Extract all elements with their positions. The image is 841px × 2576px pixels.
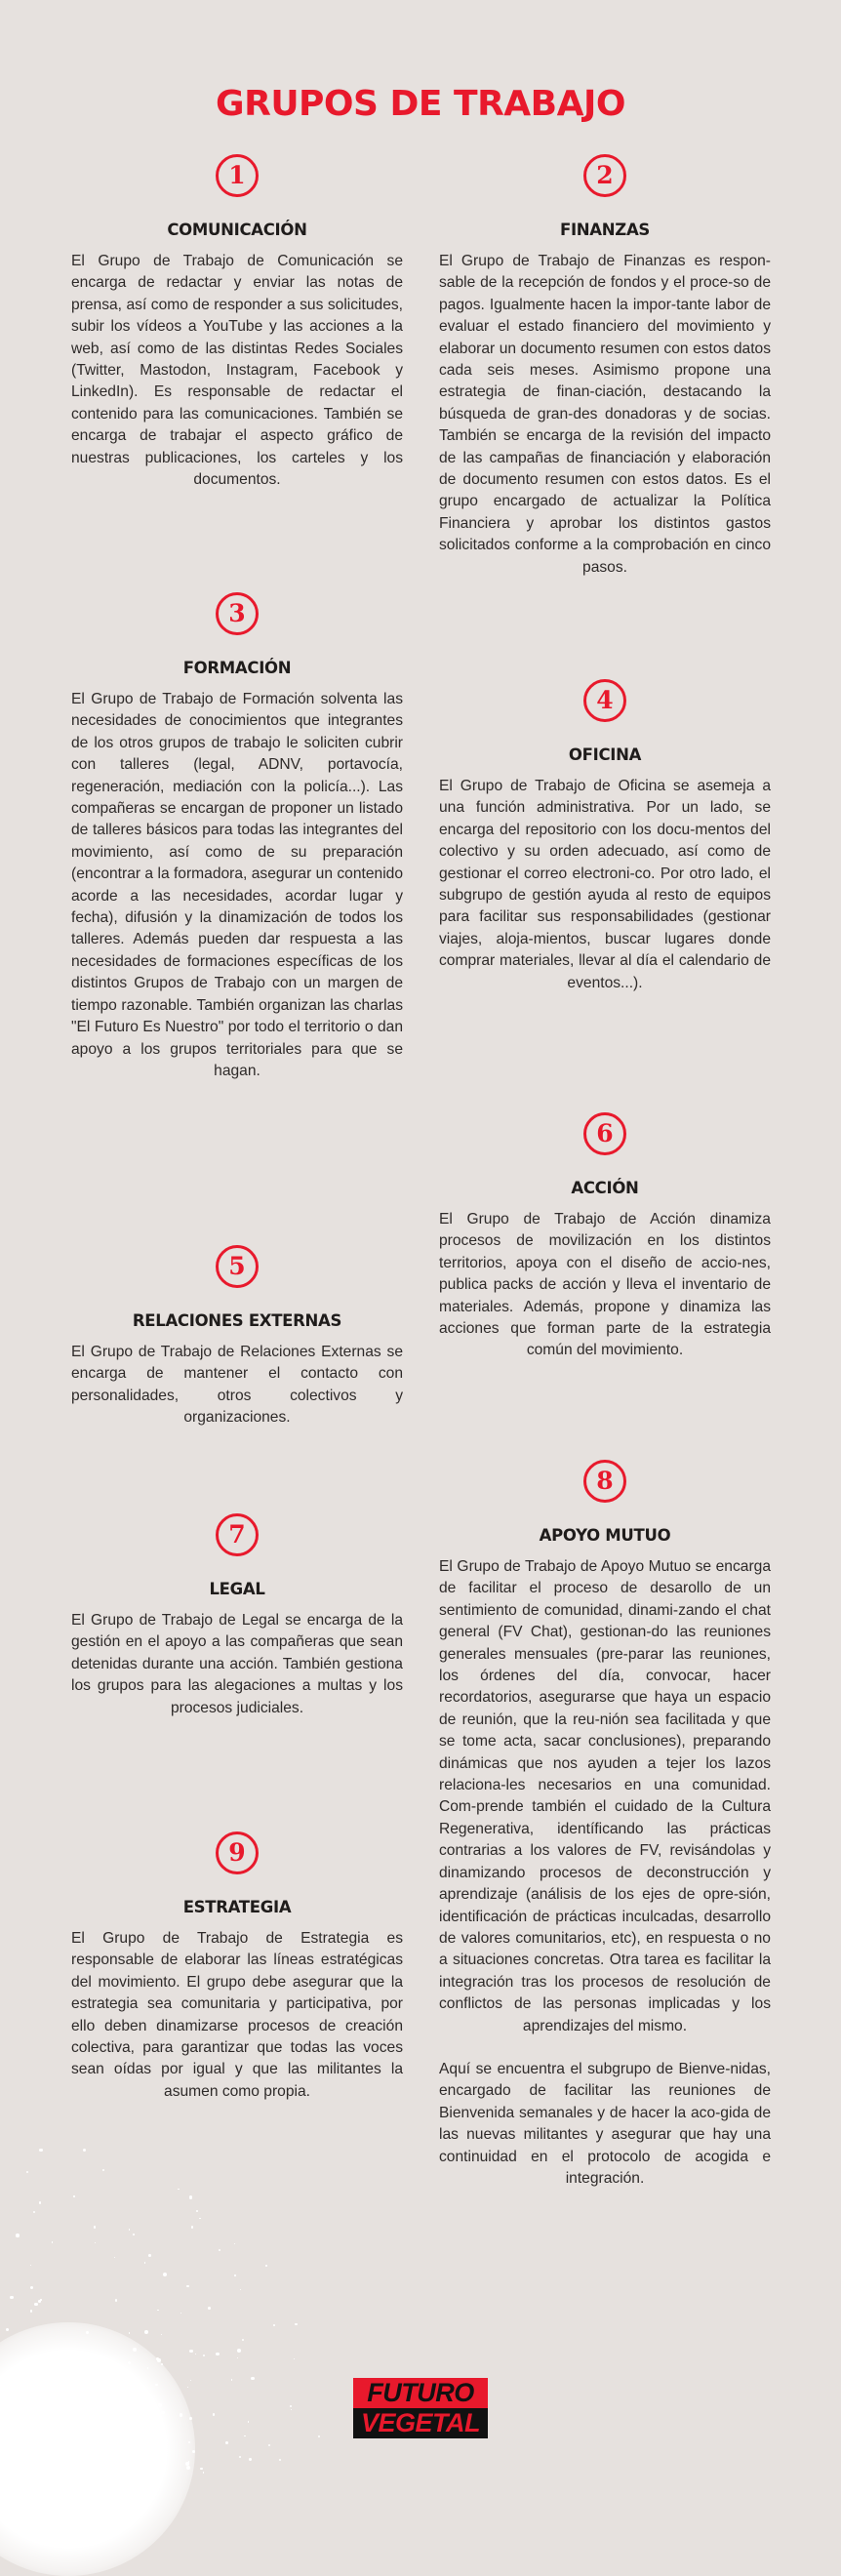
splatter-dot [240, 2289, 241, 2290]
splatter-dot [237, 2357, 238, 2358]
splatter-dot [161, 2411, 164, 2414]
splatter-dot [265, 2265, 267, 2267]
splatter-dot [115, 2299, 117, 2301]
number-badge-icon: 9 [216, 1831, 259, 1874]
group-heading: ESTRATEGIA [182, 1898, 292, 1916]
splatter-dot [30, 2310, 33, 2313]
splatter-dot [129, 2332, 130, 2333]
group-apoyo-mutuo [439, 1460, 771, 2205]
splatter-dot [186, 2466, 190, 2470]
group-comunicacion [71, 154, 403, 506]
splatter-dot [189, 2417, 192, 2420]
splatter-dot [180, 2313, 181, 2314]
splatter-dot [156, 2357, 159, 2360]
splatter-dot [112, 2432, 118, 2437]
splatter-dot [95, 2242, 96, 2243]
number-badge-icon: 6 [583, 1112, 626, 1155]
splatter-dot [26, 2171, 28, 2173]
group-legal [71, 1513, 403, 1735]
logo-line-1: FUTURO [353, 2378, 488, 2408]
logo-line-2: VEGETAL [353, 2408, 488, 2438]
splatter-dot [161, 2363, 163, 2365]
group-description: El Grupo de Trabajo de Formación solventa las necesidades de conocimientos que integrantes de los otros grupos de trabajo le soliciten cubrir con talleres (legal, ADNV, portavocía, regeneración, mediación con la policía...). Las compañeras se encargan de proponer un listado de talleres básicos para todas las integrantes del movimiento, así como de su preparación (encontrar a la formadora, asegurar un contenido acorde a las necesidades, acordar lugar y fecha), difusión y la dinamización de todos los talleres. Además pueden dar respuesta a las necesidades de formaciones específicas de los distintos Grupos de Trabajo con un margen de tiempo razonable. También organizan las charlas "El Futuro Es Nuestro" por todo el territorio o dan apoyo a los grupos territoriales para que se hagan. [71, 691, 403, 1079]
splatter-dot [94, 2226, 97, 2229]
splatter-dot [318, 2435, 320, 2437]
group-description-subgroup: Aquí se encuentra el subgrupo de Bienve-nidas, encargado de facilitar las reuniones de Bienvenida semanales y de hacer la aco-gida de las nuevas militantes y asegurar que hay una continuidad en el protocolo de acogida e integración. [439, 2060, 771, 2187]
splatter-dot [291, 2409, 292, 2410]
splatter-dot [186, 2285, 189, 2288]
splatter-dot [157, 2310, 158, 2311]
group-description: El Grupo de Trabajo de Comunicación se encarga de redactar y enviar las notas de prensa, así como de responder a sus solicitudes, subir los vídeos a YouTube y las acciones a la web, así como de las distintas Redes Sociales (Twitter, Mastodon, Instagram, Facebook y LinkedIn). Es responsable de redactar el contenido para las comunicaciones. También se encarga de trabajar el aspecto gráfico de nuestras publicaciones, los carteles y los documentos. [71, 253, 403, 489]
splatter-dot [114, 2257, 115, 2258]
splatter-dot [290, 2405, 292, 2407]
splatter-dot [52, 2241, 54, 2243]
splatter-dot [81, 2467, 85, 2471]
splatter-dot [200, 2468, 202, 2470]
splatter-dot [242, 2339, 244, 2341]
splatter-dot [75, 2449, 79, 2453]
paint-splatter-decoration [0, 2322, 195, 2576]
splatter-dot [6, 2328, 9, 2331]
group-heading: OFICINA [568, 745, 642, 764]
splatter-dot [161, 2334, 163, 2336]
splatter-dot [22, 2432, 26, 2435]
splatter-dot [141, 2488, 145, 2492]
splatter-dot [239, 2456, 241, 2458]
splatter-dot [248, 2421, 250, 2423]
splatter-dot [199, 2218, 200, 2219]
group-heading: LEGAL [209, 1580, 265, 1598]
group-description: El Grupo de Trabajo de Acción dinamiza procesos de movilización en los distintos territorios, apoya con el diseño de accio-nes, publica packs de acción y lleva el inventario de materiales. Además, propone y dinamiza las acciones que forman parte de la estrategia común del movimiento. [439, 1211, 771, 1359]
page-title: GRUPOS DE TRABAJO [216, 84, 625, 125]
splatter-dot [129, 2229, 131, 2231]
splatter-dot [163, 2273, 167, 2276]
splatter-dot [83, 2149, 86, 2152]
splatter-dot [295, 2323, 297, 2325]
splatter-dot [251, 2377, 255, 2381]
splatter-dot [33, 2211, 35, 2213]
futuro-vegetal-logo [353, 2378, 488, 2438]
splatter-dot [216, 2353, 219, 2355]
group-finanzas [439, 154, 771, 594]
group-heading: COMUNICACIÓN [167, 221, 307, 239]
number-badge-icon: 8 [583, 1460, 626, 1503]
splatter-dot [69, 2459, 73, 2463]
splatter-dot [73, 2195, 74, 2196]
splatter-dot [99, 2418, 103, 2423]
splatter-dot [39, 2201, 42, 2204]
splatter-dot [191, 2226, 193, 2228]
group-description: El Grupo de Trabajo de Legal se encarga de la gestión en el apoyo a las compañeras que sean detenidas durante una acción. También gestiona los grupos para las alegaciones a multas y los procesos judiciales. [71, 1612, 403, 1716]
number-badge-icon: 4 [583, 679, 626, 722]
splatter-dot [30, 2286, 33, 2289]
splatter-dot [100, 2405, 103, 2409]
splatter-dot [196, 2210, 198, 2212]
splatter-dot [158, 2403, 161, 2406]
group-description: El Grupo de Trabajo de Oficina se asemeja a una función administrativa. Por un lado, se encarga del repositorio con los docu-mentos del colectivo y su orden adecuado, así como de gestionar el correo electroni-co. Por otro lado, el subgrupo de gestión ayuda al resto de equipos para facilitar sus responsabilidades (gestionar viajes, aloja-mientos, buscar lugares donde comprar materiales, llevar al día el calendario de eventos...). [439, 778, 771, 991]
group-heading: FORMACIÓN [182, 659, 292, 677]
splatter-dot [20, 2429, 24, 2433]
splatter-dot [13, 2384, 18, 2389]
splatter-dot [189, 2350, 192, 2353]
splatter-dot [133, 2348, 137, 2352]
splatter-dot [133, 2234, 135, 2235]
splatter-dot [203, 2472, 205, 2474]
splatter-dot [273, 2324, 275, 2326]
group-heading: APOYO MUTUO [539, 1526, 671, 1545]
splatter-dot [231, 2379, 233, 2381]
group-heading: ACCIÓN [571, 1179, 639, 1197]
splatter-dot [39, 2149, 43, 2153]
group-accion [439, 1112, 771, 1377]
splatter-dot [190, 2380, 191, 2381]
group-description: El Grupo de Trabajo de Estrategia es responsable de elaborar las líneas estratégicas del movimiento. El grupo debe asegurar que la estrategia sea comunitaria y participativa, por ello deben dinamizarse procesos de creación colectiva, para garantizar que todas las voces sean oídas por igual y que las militantes la asumen como propia. [71, 1930, 403, 2100]
group-description: El Grupo de Trabajo de Finanzas es respon-sable de la recepción de fondos y el proce-so de pagos. Igualmente hacen la impor-tante labor de evaluar el estado financiero del movimiento y elaborar un documento resumen con estos datos cada seis meses. Asimismo propone una estrategia de finan-ciación, destacando la búsqueda de gran-des donadoras y de socias. También se encarga de la revisión del impacto de las campañas de financiación y elaboración de documento resumen con estos datos. Es el grupo encargado de actualizar la Política Financiera y aprobar los distintos gastos solicitados conforme a la comprobación en cinco pasos. [439, 253, 771, 576]
splatter-dot [208, 2307, 211, 2310]
splatter-dot [144, 2262, 146, 2264]
splatter-dot [244, 2435, 246, 2437]
group-description: El Grupo de Trabajo de Apoyo Mutuo se encarga de facilitar el proceso de desarollo de un sentimiento de comunidad, dinami-zando el chat general (FV Chat), gestionan-do las reuniones generales mensuales (pre-parar las reuniones, los órdenes del día, convocar, hacer recordatorios, asegurarse que haya un espacio de reunión, que la reu-nión sea facilitada y que se tome acta, sacar conclusiones), preparando dinámicas que nos ayuden a tejer los lazos relaciona-les necesarios en una comunidad. Com-prende también el cuidado de la Cultura Regenerativa, identíficando las prácticas contrarias a los valores de FV, revisándolas y dinamizando procesos de deconstrucción y aprendizaje (análisis de los ejes de opre-sión, identificación de prácticas inculcadas, desarrollo de valores comunitarios, etc), en respuesta o no a situaciones concretas. Otra tarea es facilitar la integración tras los procesos de resolución de conflictos de las personas implicadas y los aprendizajes del mismo. [439, 1558, 771, 2034]
splatter-dot [107, 2487, 113, 2493]
number-badge-icon: 3 [216, 592, 259, 635]
group-heading: FINANZAS [559, 221, 651, 239]
splatter-dot [79, 2461, 81, 2463]
splatter-dot [237, 2349, 241, 2353]
splatter-dot [30, 2265, 31, 2266]
splatter-dot [40, 2401, 46, 2407]
splatter-dot [225, 2441, 228, 2444]
splatter-dot [51, 2372, 54, 2375]
splatter-dot [34, 2303, 37, 2306]
splatter-dot [279, 2459, 281, 2461]
splatter-dot [187, 2387, 188, 2388]
splatter-dot [10, 2296, 14, 2300]
splatter-dot [294, 2358, 295, 2359]
number-badge-icon: 5 [216, 1245, 259, 1288]
splatter-dot [203, 2355, 205, 2356]
number-badge-icon: 7 [216, 1513, 259, 1556]
splatter-dot [16, 2234, 20, 2237]
splatter-dot [195, 2354, 196, 2355]
splatter-dot [189, 2195, 192, 2198]
splatter-dot [148, 2254, 151, 2257]
splatter-dot [149, 2432, 152, 2435]
group-formacion [71, 592, 403, 1098]
splatter-dot [144, 2330, 148, 2334]
splatter-dot [90, 2419, 94, 2423]
splatter-dot [219, 2249, 220, 2251]
group-heading: RELACIONES EXTERNAS [132, 1311, 342, 1330]
splatter-dot [268, 2444, 270, 2446]
splatter-dot [234, 2274, 236, 2276]
splatter-dot [51, 2456, 56, 2461]
group-oficina [439, 679, 771, 1010]
splatter-dot [213, 2413, 216, 2416]
splatter-dot [40, 2299, 41, 2300]
number-badge-icon: 1 [216, 154, 259, 197]
number-badge-icon: 2 [583, 154, 626, 197]
group-relaciones-externas [71, 1245, 403, 1444]
splatter-dot [102, 2169, 104, 2171]
splatter-dot [249, 2458, 251, 2460]
splatter-dot [234, 2243, 235, 2244]
group-description: El Grupo de Trabajo de Relaciones Externas se encarga de mantener el contacto con personalidades, otros colectivos y organizaciones. [71, 1344, 403, 1427]
splatter-dot [178, 2189, 179, 2190]
group-estrategia [71, 1831, 403, 2118]
splatter-dot [147, 2481, 152, 2486]
